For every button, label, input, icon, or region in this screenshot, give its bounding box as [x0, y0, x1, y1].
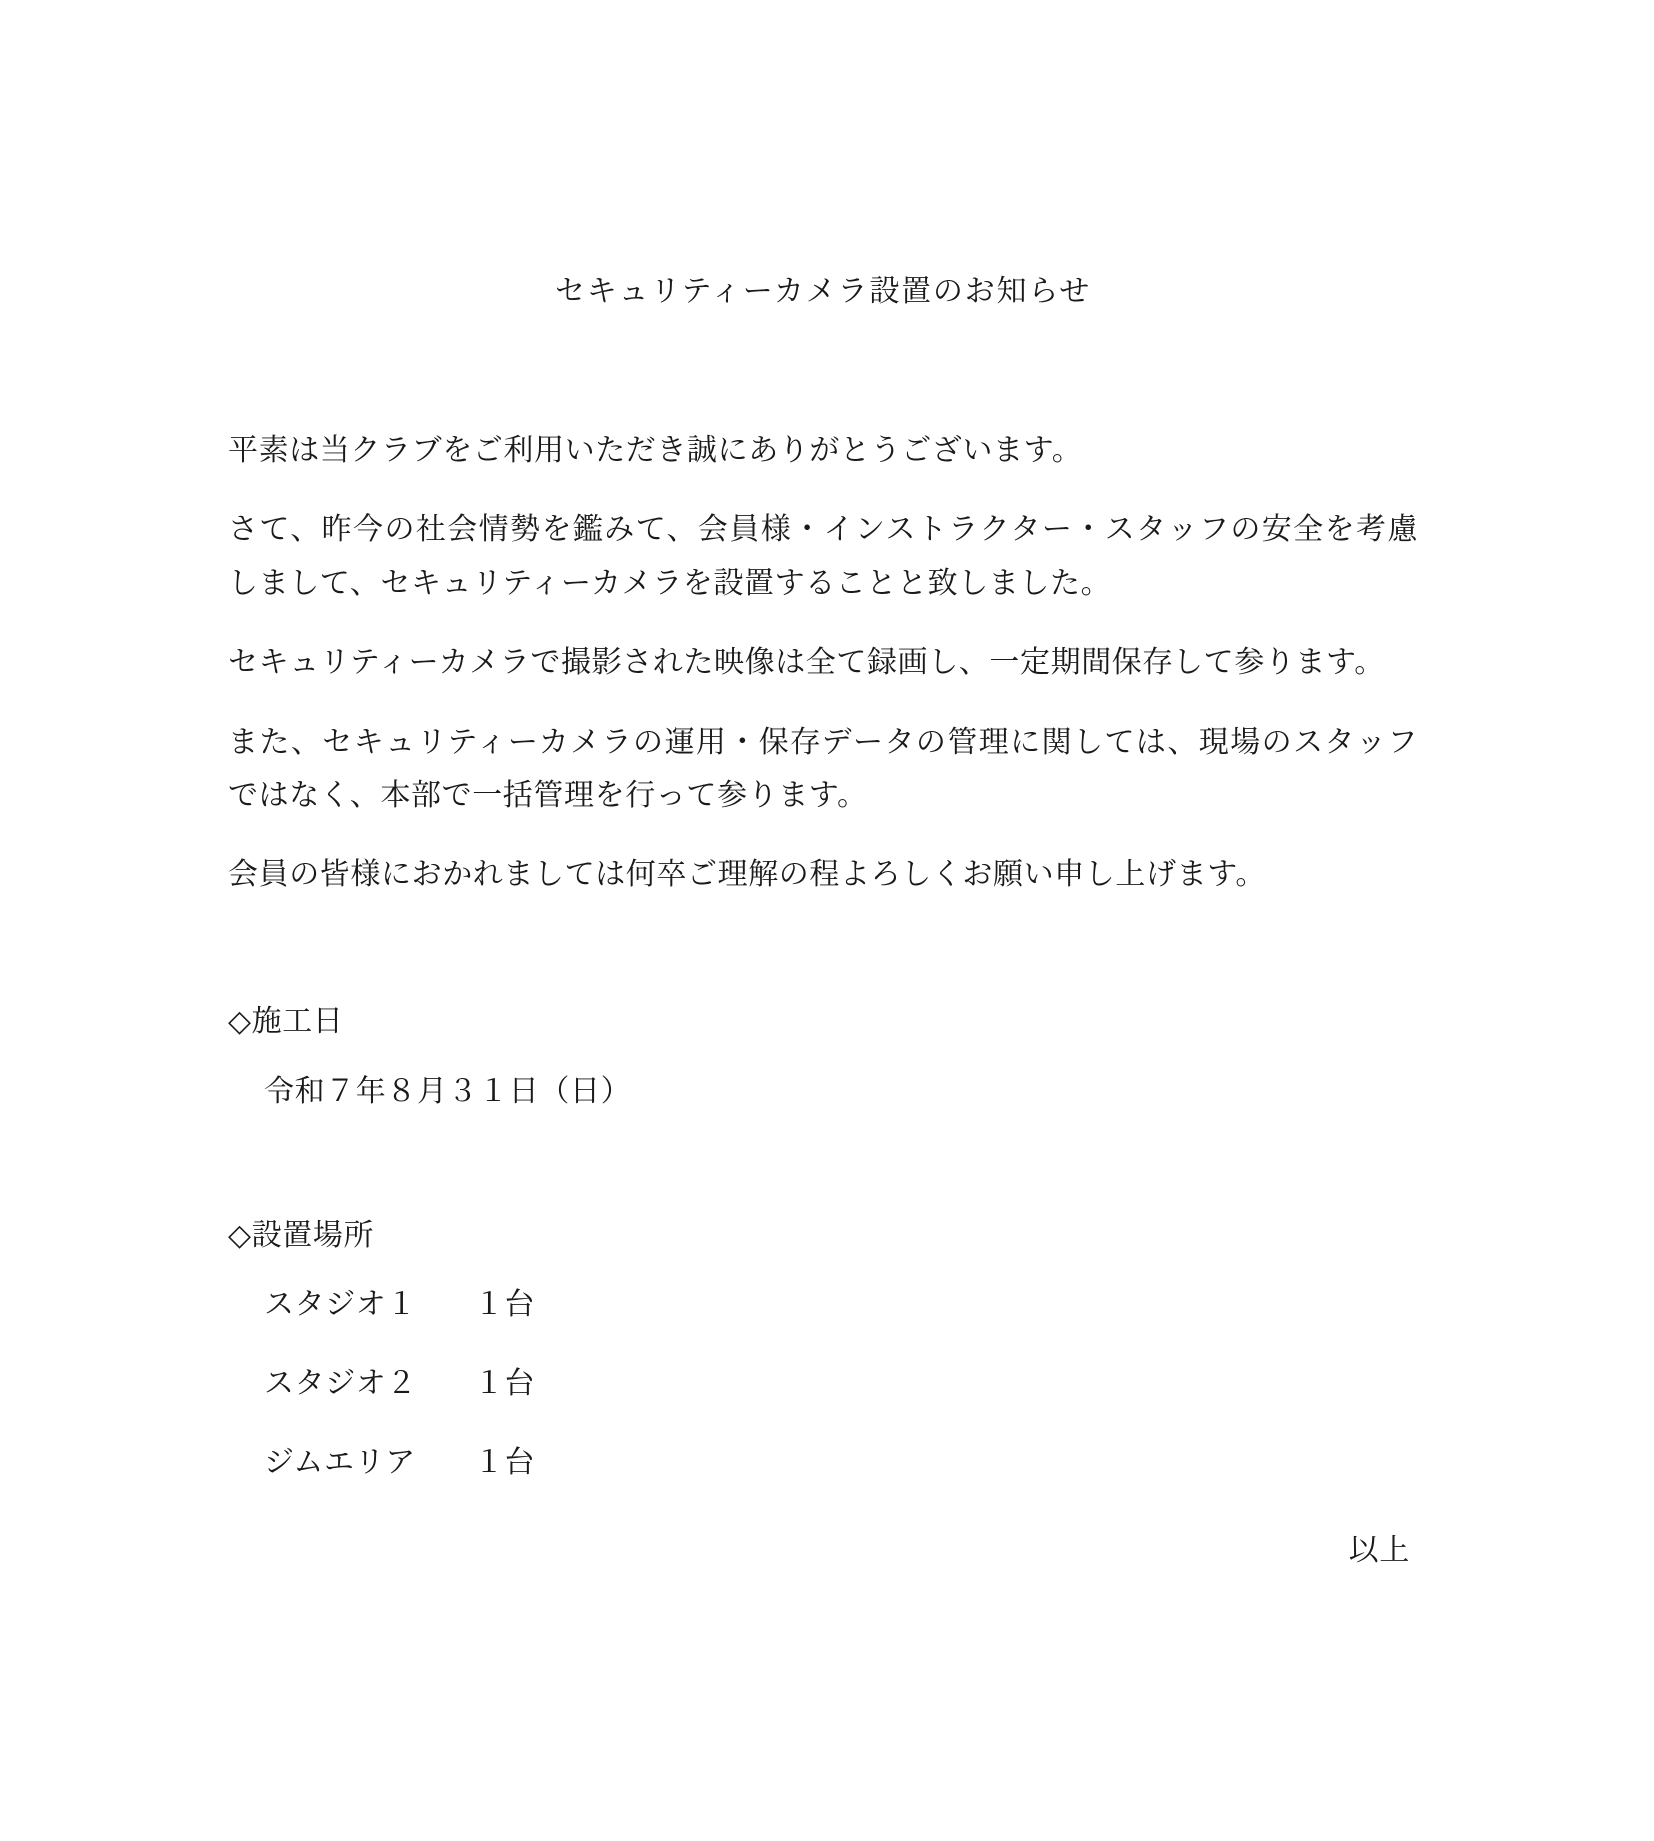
paragraph-reason: さて、昨今の社会情勢を鑑みて、会員様・インストラクター・スタッフの安全を考慮しまして、セキュリティーカメラを設置することと致しました。	[228, 513, 1418, 600]
place-name: スタジオ２	[264, 1366, 417, 1400]
place-count: １台	[474, 1366, 536, 1400]
place-name: スタジオ１	[264, 1287, 417, 1321]
list-item	[264, 1361, 1418, 1406]
list-item	[264, 1282, 1418, 1327]
construction-date-value: 令和７年８月３１日（日）	[264, 1074, 632, 1108]
paragraph-management: また、セキュリティーカメラの運用・保存データの管理に関しては、現場のスタッフではなく、本部で一括管理を行って参ります。	[228, 725, 1418, 812]
paragraph-recording: セキュリティーカメラで撮影された映像は全て録画し、一定期間保存して参ります。	[228, 646, 1385, 680]
installation-places-heading: ◇設置場所	[228, 1218, 375, 1252]
section-construction-date	[228, 998, 1418, 1116]
closing-text: 以上	[1348, 1533, 1410, 1567]
place-name: ジムエリア	[264, 1445, 416, 1479]
paragraph-greeting: 平素は当クラブをご利用いただき誠にありがとうございます。	[228, 434, 1083, 467]
construction-date-heading: ◇施工日	[228, 1004, 344, 1038]
installation-places-list	[228, 1282, 1418, 1485]
paragraph-request: 会員の皆様におかれましては何卒ご理解の程よろしくお願い申し上げます。	[228, 858, 1266, 892]
body-paragraphs	[228, 424, 1418, 902]
page-title: セキュリティーカメラ設置のお知らせ	[554, 275, 1092, 308]
place-count: １台	[474, 1287, 536, 1321]
document-body	[228, 268, 1418, 1569]
place-count: １台	[474, 1445, 536, 1479]
section-installation-places	[228, 1212, 1418, 1485]
list-item	[264, 1440, 1418, 1485]
